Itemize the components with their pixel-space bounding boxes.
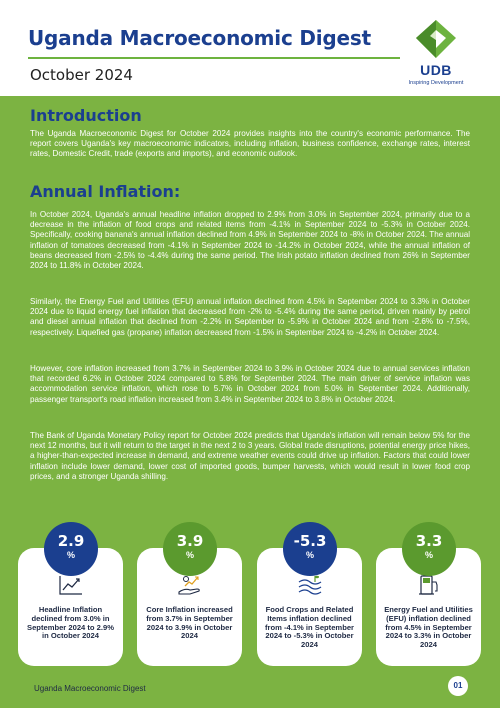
stat-card-text: Energy Fuel and Utilities (EFU) inflation declined from 4.5% in September 2024 to 3.3% in October 2024 bbox=[384, 605, 473, 650]
inflation-paragraph-2: Similarly, the Energy Fuel and Utilities (EFU) annual inflation declined from 4.5% in September 2024 to 3.3% in October 2024 due to liquid energy fuel inflation that decreased from -2% to -5.4% during the same period, driven mainly by petrol and diesel annual inflation that declined from -2.2% in September to -5.9% in October 2024 and from -2.6% to -7.5%, respectively. Liquefied gas (propane) inflation decreased from -1.5% in September 2024 to -4.2% in October 2024. bbox=[30, 297, 470, 337]
stat-card-text: Headline Inflation declined from 3.0% in September 2024 to 2.9% in October 2024 bbox=[27, 605, 114, 641]
logo-wordmark: UDB bbox=[420, 62, 452, 78]
stat-value: 3.9 bbox=[176, 532, 204, 550]
stat-value: -5.3 bbox=[293, 532, 327, 550]
page-number: 01 bbox=[448, 676, 468, 696]
stat-unit: % bbox=[185, 550, 194, 560]
growth-hand-icon bbox=[177, 574, 203, 596]
inflation-paragraph-1: In October 2024, Uganda's annual headline inflation dropped to 2.9% from 3.0% in September 2024, primarily due to a decrease in the inflation of food crops and related items from -4.1% in September 2024 to -5.3% in October 2024. Specifically, cooking banana's annual inflation declined from 4.9% in September 2024 to -8% in October 2024. The annual inflation of tomatoes decreased from -4.1% in September 2024 to -14.2% in October 2024, while the annual inflation of beans decreased from -2.5% to -4.4% during the same period. The Irish potato inflation declined from 26% in September 2024 to 11.8% in October 2024. bbox=[30, 210, 470, 271]
inflation-paragraph-4: The Bank of Uganda Monetary Policy report for October 2024 predicts that Uganda's inflation will remain below 5% for the next 12 months, but it will return to the target in the next 2 to 3 years. Global trade disruptions, potential energy price hikes, a higher-than-expected increase in demand, and extreme weather events could drive up inflation. Factors that could lower inflation include lower demand, lower cost of imported goods, bumper harvests, which would result in lower food crop prices, and a stronger Uganda shilling. bbox=[30, 431, 470, 481]
logo-tagline: Inspiring Development bbox=[408, 80, 464, 86]
stat-unit: % bbox=[305, 550, 314, 560]
crops-icon bbox=[297, 574, 323, 596]
stat-badge-efu bbox=[402, 522, 456, 576]
udb-logo-icon bbox=[408, 18, 464, 62]
fuel-pump-icon bbox=[416, 574, 442, 596]
introduction-heading: Introduction bbox=[30, 106, 142, 125]
stat-badge-core bbox=[163, 522, 217, 576]
page-subtitle: October 2024 bbox=[30, 66, 133, 84]
inflation-paragraph-3: However, core inflation increased from 3.7% in September 2024 to 3.9% in October 2024 due to annual services inflation that recorded 6.2% in October 2024 compared to 5.8% for September 2024. The main driver of service inflation was accommodation service inflation, which rose to 5.7% in October 2024 from 5.0% in September 2024. Additionally, passenger transport's road inflation increased from 3.4% in September 2024 to 3.8% in October 2024. bbox=[30, 364, 470, 404]
stat-card-text: Core Inflation increased from 3.7% in September 2024 to 3.9% in October 2024 bbox=[146, 605, 233, 641]
udb-logo bbox=[408, 18, 464, 90]
stat-value: 3.3 bbox=[415, 532, 443, 550]
stat-unit: % bbox=[424, 550, 433, 560]
stat-value: 2.9 bbox=[57, 532, 85, 550]
introduction-text: The Uganda Macroeconomic Digest for October 2024 provides insights into the country's economic performance. The report covers Uganda's key macroeconomic indicators, including inflation, business confidence, exchange rates, interest rates, Domestic Credit, trade (exports and imports), and economic outlook. bbox=[30, 129, 470, 159]
line-chart-icon bbox=[58, 574, 84, 596]
stat-card-text: Food Crops and Related Items inflation declined from -4.1% in September 2024 to -5.3% in October 2024 bbox=[264, 605, 355, 650]
stat-unit: % bbox=[66, 550, 75, 560]
annual-inflation-heading: Annual Inflation: bbox=[30, 182, 181, 201]
title-underline bbox=[28, 57, 400, 59]
footer-title: Uganda Macroeconomic Digest bbox=[34, 684, 146, 693]
page-title: Uganda Macroeconomic Digest bbox=[28, 26, 371, 50]
page-header bbox=[0, 0, 500, 96]
stat-badge-food-crops bbox=[283, 522, 337, 576]
stat-badge-headline bbox=[44, 522, 98, 576]
